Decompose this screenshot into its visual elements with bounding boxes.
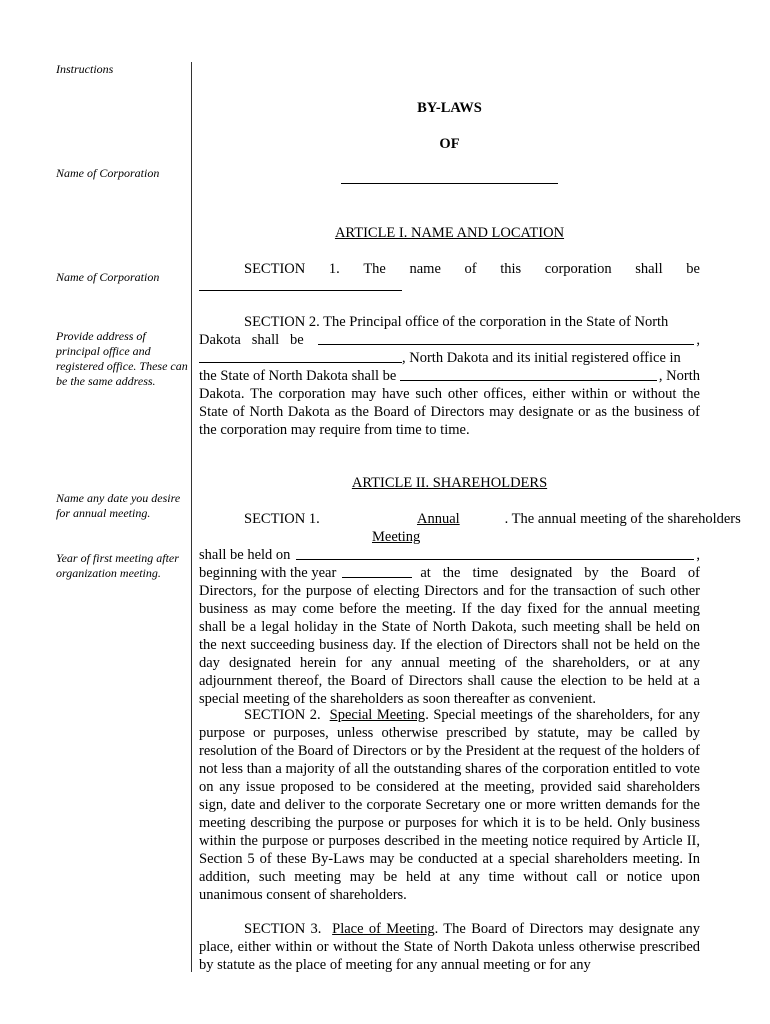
a2s1-rest: Directors, for the purpose of electing Directors and for the transaction of such other business as may come before the meeting. If the day fixed for the annual meeting shall be a legal holiday in the State of North Dakota, such meeting shall be held on the next succeeding business day. If the election of Directors shall not be held on the day designated herein for any annual meeting of the shareholders, or at any adjournment thereof, the Board of Directors shall cause the election to be held at a special meeting of the shareholders as soon thereafter as convenient.	[199, 583, 700, 707]
s2-line-3	[199, 349, 700, 367]
a2s1-held-on: shall be held on	[199, 547, 291, 563]
registered-office-field[interactable]	[400, 367, 657, 381]
a2s1-line-1	[199, 510, 741, 546]
word: 1.	[328, 261, 340, 277]
a2s1-line-3	[199, 564, 700, 582]
note-first-meeting-year: Year of first meeting after organization meeting.	[56, 551, 179, 580]
article-1-heading-text: ARTICLE I. NAME AND LOCATION	[334, 225, 565, 241]
s2-line-1: SECTION 2. The Principal office of the corporation in the State of North	[244, 314, 669, 330]
word: this	[500, 261, 522, 277]
a2s1-label: SECTION 1.	[244, 511, 320, 527]
principal-office-city-field[interactable]	[199, 349, 402, 363]
margin-divider	[191, 62, 192, 972]
s2-dakota-shall-be: Dakota shall be	[199, 332, 304, 348]
a2s3-label: SECTION 3.	[244, 921, 322, 937]
article-2-heading	[199, 474, 700, 492]
word: of	[464, 261, 477, 277]
article-1-section-2	[199, 313, 700, 439]
word: SECTION	[244, 261, 306, 277]
word: corporation	[544, 261, 612, 277]
word: The	[363, 261, 386, 277]
corporation-name-blank[interactable]	[341, 170, 558, 184]
a2s1-title: Annual Meeting	[371, 511, 460, 545]
a2s1-lead: . The annual meeting of the shareholders	[504, 511, 741, 527]
article-2-section-1	[199, 510, 741, 708]
s2-line-2	[199, 331, 700, 349]
a2s3-title: Place of Meeting	[332, 921, 435, 937]
s2-comma: ,	[696, 332, 700, 348]
article-1-section-1	[199, 260, 700, 291]
a2s2-label: SECTION 2.	[244, 707, 321, 723]
a2s2-title: Special Meeting	[329, 707, 426, 723]
document-of: OF	[439, 136, 460, 152]
article-1-heading	[199, 224, 700, 242]
s2-rest: Dakota. The corporation may have such other offices, either within or without the State of North Dakota as the Board of Directors may designate or as the business of the corporation may require from time to time.	[199, 386, 700, 438]
s2-line-4	[199, 367, 700, 385]
note-provide-address: Provide address of principal office and registered office. These can be the same address.	[56, 329, 188, 388]
corporation-name-field[interactable]	[199, 278, 402, 291]
s2-line-4-head: the State of North Dakota shall be	[199, 368, 397, 384]
a2s1-line-2	[199, 546, 700, 564]
a2s1-comma: ,	[696, 547, 700, 563]
note-annual-meeting-date: Name any date you desire for annual meeting.	[56, 491, 181, 520]
article-2-heading-text: ARTICLE II. SHAREHOLDERS	[351, 475, 548, 491]
a2s1-beginning: beginning with the year	[199, 565, 337, 581]
article-1-section-1-line	[199, 260, 700, 278]
a2s3-text: . The Board of Directors may designate any place, either within or without the State of North Dakota unless otherwise prescribed by statute as the place of meeting for any annual meeting or for any	[199, 921, 700, 973]
a2s1-after-year: at the time designated by the Board of	[420, 565, 700, 581]
s2-line-4-tail: , North	[658, 368, 700, 384]
annual-meeting-date-field[interactable]	[296, 546, 694, 560]
article-2-section-2	[199, 706, 700, 904]
first-meeting-year-field[interactable]	[342, 564, 412, 578]
article-2-section-3	[199, 920, 700, 974]
word: be	[686, 261, 700, 277]
note-name-of-corporation-2: Name of Corporation	[56, 270, 160, 284]
a2s2-text: . Special meetings of the shareholders, for any purpose or purposes, unless otherwise prescribed by statute, may be called by resolution of the Board of Directors or by the President at the request of the holders of not less than a majority of all the outstanding shares of the corporation entitled to vote on any issue proposed to be considered at the meeting, provided said shareholders sign, date and deliver to the corporate Secretary one or more written demands for the meeting describing the purpose or purposes for which it is to be held. Only business within the purpose or purposes described in the meeting notice required by Article II, Section 5 of these By-Laws may be conducted at a special shareholders meeting. In addition, such meeting may be held at any time without call or notice upon unanimous consent of shareholders.	[199, 707, 700, 903]
s2-line-3-tail: , North Dakota and its initial registered office in	[402, 350, 681, 366]
word: shall	[635, 261, 663, 277]
word: name	[409, 261, 441, 277]
document-title: BY-LAWS	[417, 100, 482, 116]
corporation-name-blank-container	[199, 170, 700, 184]
note-name-of-corporation: Name of Corporation	[56, 166, 160, 180]
principal-office-field[interactable]	[318, 331, 695, 345]
instructions-heading: Instructions	[56, 62, 114, 76]
